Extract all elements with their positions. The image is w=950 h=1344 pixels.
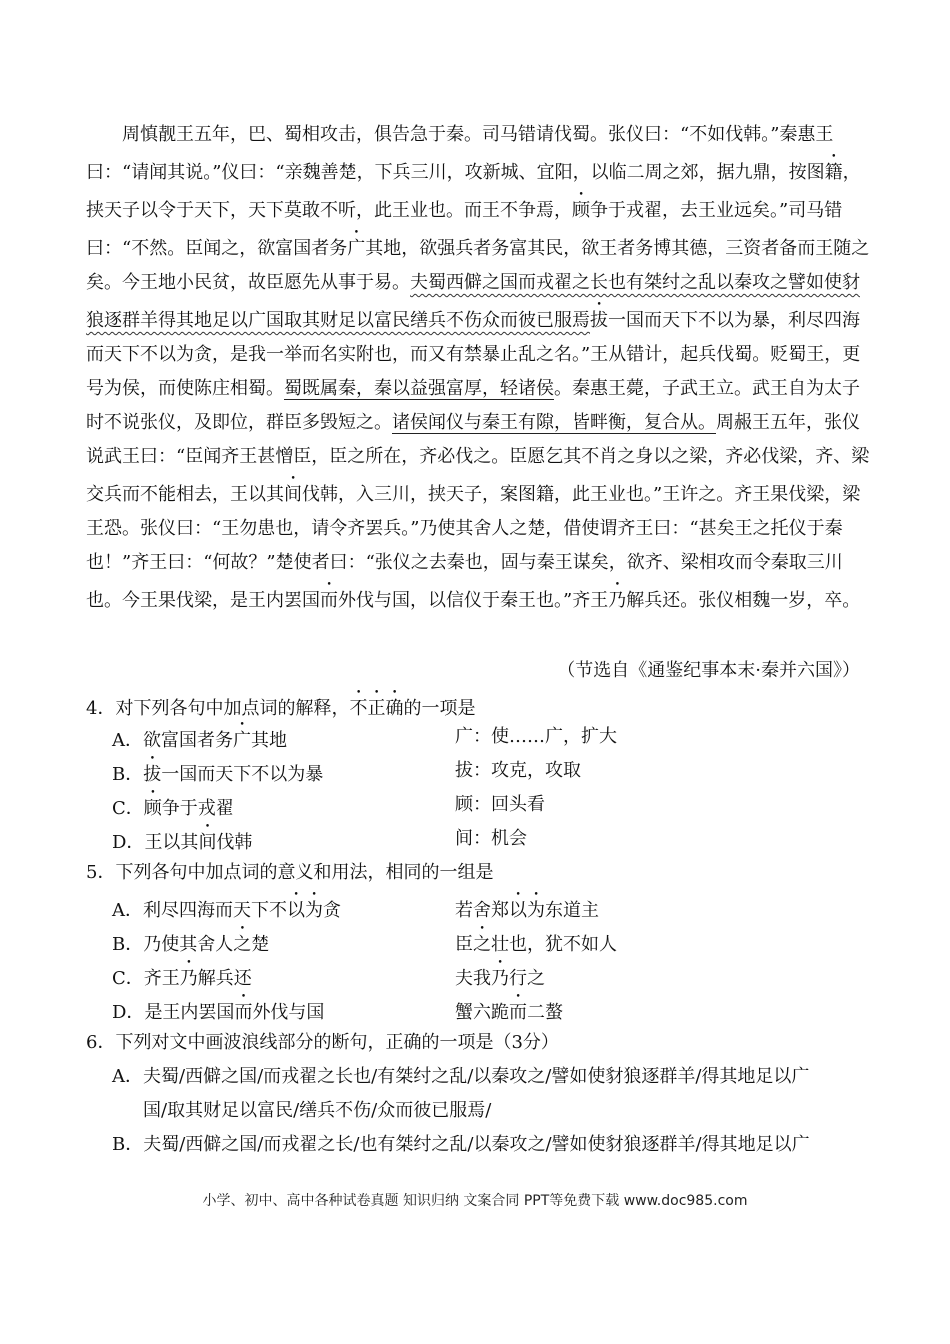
q6-option-a-continued[interactable]: 国/取其财足以富民/缮兵不伤/众而彼已服焉/ bbox=[143, 1100, 492, 1121]
option-text: 二螯 bbox=[527, 1002, 563, 1023]
q4-option-d[interactable] bbox=[112, 822, 252, 860]
q4-option-b[interactable] bbox=[112, 754, 323, 792]
q6-option-b[interactable]: B．夫蜀/西僻之国/而戎翟之长/也有桀纣之乱/以秦攻之/譬如使豺狼逐群羊/得其地足以广 bbox=[112, 1134, 810, 1155]
dotted-word: 顾 bbox=[572, 200, 590, 221]
passage-text: 解兵还。张仪相魏一岁，卒。 bbox=[626, 590, 861, 611]
option-text: 王以其 bbox=[144, 832, 199, 853]
dotted-word: 拔 bbox=[590, 310, 608, 331]
q5-option-d[interactable] bbox=[112, 992, 324, 1030]
dotted-word: 顾 bbox=[143, 798, 162, 819]
dotted-word: 广 bbox=[233, 730, 251, 751]
q4-option-b-answer: 拔：攻克，攻取 bbox=[455, 760, 581, 781]
q6-option-a[interactable]: A．夫蜀/西僻之国/而戎翟之长也/有桀纣之乱/以秦攻之/譬如使豺狼逐群羊/得其地足以广 bbox=[112, 1066, 810, 1087]
dotted-word: 间 bbox=[198, 832, 217, 853]
option-label: C． bbox=[112, 798, 144, 819]
option-text: 其地 bbox=[251, 730, 287, 751]
option-text: 乃使其舍人 bbox=[143, 934, 234, 955]
q5-option-a-right bbox=[455, 890, 599, 928]
dotted-word: 广 bbox=[347, 238, 366, 259]
passage-text: ，挟天子以令于天下，天下莫敢不听，此王业也。而王不争焉， bbox=[86, 162, 861, 221]
q4-option-d-answer: 间：机会 bbox=[455, 828, 527, 849]
wavy-underlined-text: 夫蜀西僻之国而戎翟之长也有桀纣之乱以秦攻之譬如使豺狼逐群羊得其地足以广国取其财足以富民缮兵不伤众而彼已服焉 bbox=[86, 272, 860, 331]
option-text: 齐王 bbox=[143, 968, 180, 989]
q4-option-c-answer: 顾：回头看 bbox=[455, 794, 545, 815]
option-text: 楚 bbox=[251, 934, 270, 955]
dotted-word: 以为 bbox=[287, 900, 323, 921]
passage-text: 。秦惠王薨，子武王立。武王自为太子时不说张仪，及即位，群臣多毁短之。 bbox=[86, 378, 860, 433]
option-text: 夫我 bbox=[455, 968, 491, 989]
option-text: 是王内罢国 bbox=[144, 1002, 235, 1023]
stem-text: 4．对下列各句中加点词的解释， bbox=[86, 698, 350, 719]
underlined-sentence-1: 蜀既属秦，秦以益强富厚，轻诸侯 bbox=[284, 378, 554, 399]
passage-text: 周赧王五年，张仪说武王曰：“臣闻齐王甚憎臣，臣之所在，齐必伐之。臣愿乞其不肖之身以之梁，齐必伐梁，齐、梁交兵而不能相去，王以其 bbox=[86, 412, 870, 505]
dotted-word: 而 bbox=[234, 1002, 253, 1023]
option-text: 若舍郑 bbox=[455, 900, 509, 921]
option-label: A． bbox=[112, 900, 143, 921]
q5-option-d-right bbox=[455, 992, 563, 1030]
q5-option-b[interactable] bbox=[112, 924, 269, 962]
dotted-word: 乃 bbox=[179, 968, 198, 989]
dotted-word: 乃 bbox=[491, 968, 509, 989]
footer: 小学、初中、高中各种试卷真题 知识归纳 文案合同 PPT等免费下载 www.doc985.com bbox=[202, 1193, 748, 1209]
dotted-word: 之 bbox=[473, 934, 491, 955]
passage-text: 争于戎翟，去王业远矣。”司马错曰：“不然。臣闻之，欲富国者务 bbox=[86, 200, 843, 259]
passage-text: 周慎靓王五年，巴、蜀相攻击，俱告急于秦。司马错请伐蜀。张仪曰：“不如伐韩。”秦惠王曰：“请闻其说。”仪曰：“亲魏善楚，下兵三川，攻新城、宜阳，以临二周之郊，据九鼎，按图 bbox=[86, 124, 834, 183]
option-text: 利尽四海而天下不 bbox=[143, 900, 287, 921]
option-label: D． bbox=[112, 832, 145, 853]
option-label: D． bbox=[112, 1002, 145, 1023]
q5-option-c-right bbox=[455, 958, 545, 996]
option-text: 壮也，犹不如人 bbox=[491, 934, 617, 955]
option-text: 东道主 bbox=[545, 900, 599, 921]
passage-text: 其地，欲强兵者务富其民，欲王者务博其德，三资者备而王随之矣。今王地小民贫，故臣愿先从事于易。 bbox=[86, 238, 870, 293]
dotted-word: 而 bbox=[320, 590, 338, 611]
option-text: 蟹六跪 bbox=[455, 1002, 509, 1023]
option-text: 解兵还 bbox=[197, 968, 252, 989]
q5-option-b-right bbox=[455, 924, 617, 962]
question-6-stem: 6．下列对文中画波浪线部分的断句，正确的一项是（3分） bbox=[86, 1032, 559, 1053]
option-text: 一国而天下不以为暴 bbox=[161, 764, 324, 785]
option-text: 争于戎翟 bbox=[161, 798, 234, 819]
q4-option-a-answer: 广：使……广，扩大 bbox=[455, 726, 617, 747]
dotted-word: 籍 bbox=[824, 162, 843, 183]
dotted-word: 乃 bbox=[608, 590, 627, 611]
q5-option-c[interactable] bbox=[112, 958, 252, 996]
option-label: C． bbox=[112, 968, 144, 989]
underlined-sentence-2: 诸侯闻仪与秦王有隙，皆畔衡，复合从。 bbox=[392, 412, 716, 433]
source-citation: （节选自《通鉴纪事本末·秦并六国》） bbox=[557, 660, 860, 681]
passage-text: 一国而天下不以为暴，利尽四海而天下不以为贪，是我一举而名实附也，而又有禁暴止乱之名。”王从错计，起兵伐蜀。贬蜀王，更号为侯，而使陈庄相蜀。 bbox=[86, 310, 861, 399]
dotted-word: 之 bbox=[233, 934, 252, 955]
option-text: 臣 bbox=[455, 934, 473, 955]
question-5-stem: 5．下列各句中加点词的意义和用法，相同的一组是 bbox=[86, 862, 494, 883]
dotted-word: 以为 bbox=[509, 900, 545, 921]
q4-option-a[interactable] bbox=[112, 720, 287, 758]
option-label: A． bbox=[112, 730, 143, 751]
dotted-word: 间 bbox=[284, 484, 302, 505]
option-text: 行之 bbox=[509, 968, 545, 989]
q4-option-c[interactable] bbox=[112, 788, 234, 826]
option-label: B． bbox=[112, 934, 144, 955]
q5-option-a[interactable] bbox=[112, 890, 341, 928]
option-label: B． bbox=[112, 764, 144, 785]
option-text: 贪 bbox=[323, 900, 341, 921]
passage-text: 外伐与国，以信仪于秦王也。”齐王 bbox=[338, 590, 609, 611]
option-text: 伐韩 bbox=[216, 832, 253, 853]
dotted-word: 而 bbox=[509, 1002, 527, 1023]
option-text: 欲富国者务 bbox=[143, 730, 233, 751]
option-text: 外伐与国 bbox=[252, 1002, 325, 1023]
dotted-word: 不正确 bbox=[349, 698, 404, 719]
stem-text: 的一项是 bbox=[403, 698, 476, 719]
dotted-word: 拔 bbox=[143, 764, 162, 785]
passage-text: 伐韩，入三川，挟天子，案图籍，此王业也。”王许之。齐王果伐梁，梁王恐。张仪曰：“王勿患也，请令齐罢兵。”乃使其舍人之楚，借使谓齐王曰：“甚矣王之托仪于秦也！”齐王曰：“何故？”楚使者曰：“张仪之去秦也，固与秦王谋矣，欲齐、梁相攻而令秦取三川也。今王果伐梁，是王内罢国 bbox=[86, 484, 861, 611]
passage bbox=[86, 118, 874, 618]
